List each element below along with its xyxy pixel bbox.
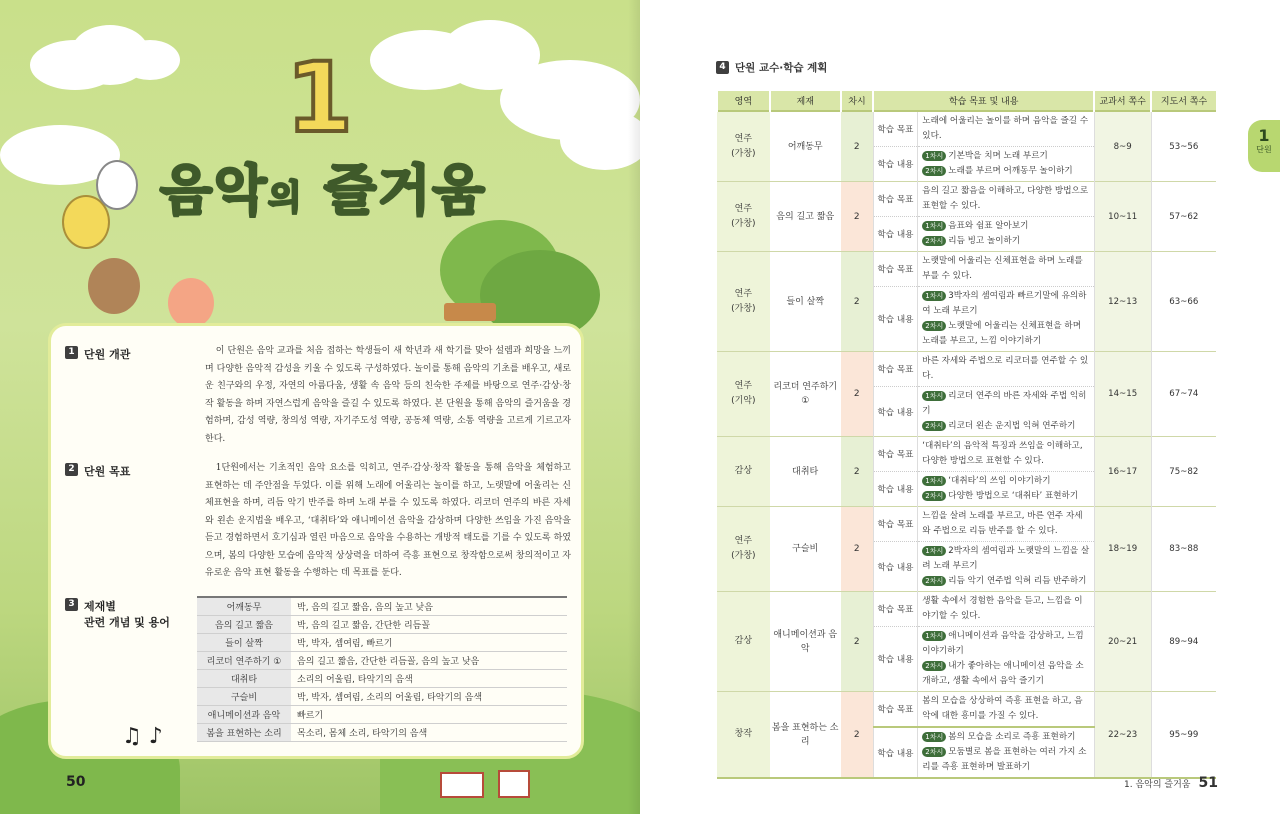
content-text: ‘대취타’의 쓰임 이야기하기 xyxy=(948,476,1051,486)
area-text: 연주 xyxy=(734,288,753,299)
content-label: 학습 내용 xyxy=(873,217,918,252)
goal-text: 느낌을 살려 노래를 부르고, 바른 연주 자세와 주법으로 리듬 반주를 할 수 있다. xyxy=(918,507,1094,542)
lesson-plan-table xyxy=(716,91,1216,779)
goal-label: 학습 목표 xyxy=(873,252,918,287)
column-header: 학습 목표 및 내용 xyxy=(873,91,1094,111)
chapter-number: 1 xyxy=(286,42,353,154)
guide-pages: 53~56 xyxy=(1151,111,1216,182)
cloud-decoration xyxy=(120,40,180,80)
term-topic: 리코더 연주하기 ① xyxy=(197,651,291,669)
goal-label: 학습 목표 xyxy=(873,507,918,542)
content-line xyxy=(922,745,1089,775)
section-number: 3 xyxy=(65,598,78,611)
guide-pages: 89~94 xyxy=(1151,592,1216,692)
chapter-title-part: 즐거움 xyxy=(324,159,487,222)
table-row xyxy=(717,437,1216,472)
page-number: 50 xyxy=(66,774,86,790)
table-row xyxy=(197,597,567,615)
content-text: 음표와 쉼표 알아보기 xyxy=(948,221,1029,231)
term-topic: 음의 길고 짧음 xyxy=(197,615,291,633)
topic-cell: 대취타 xyxy=(770,437,841,507)
guide-pages: 63~66 xyxy=(1151,252,1216,352)
lesson-badge: 2차시 xyxy=(922,236,946,246)
section-number: 2 xyxy=(65,463,78,476)
term-topic: 구슬비 xyxy=(197,687,291,705)
term-desc: 박, 음의 길고 짧음, 간단한 리듬꼴 xyxy=(291,615,567,633)
count-cell: 2 xyxy=(841,182,873,252)
section-title xyxy=(84,598,170,630)
term-desc: 음의 길고 짧음, 간단한 리듬꼴, 음의 높고 낮음 xyxy=(291,651,567,669)
lesson-badge: 1차시 xyxy=(922,151,946,161)
goal-label: 학습 목표 xyxy=(873,352,918,387)
area-text: 감상 xyxy=(734,466,753,476)
table-row xyxy=(197,723,567,741)
table-row xyxy=(197,633,567,651)
term-desc: 박, 박자, 셈여림, 소리의 어울림, 타악기의 음색 xyxy=(291,687,567,705)
content-text: 애니메이션과 음악을 감상하고, 느낌 이야기하기 xyxy=(922,631,1084,656)
lesson-badge: 1차시 xyxy=(922,476,946,486)
area-cell xyxy=(717,692,770,779)
content-line xyxy=(922,389,1089,419)
lesson-badge: 2차시 xyxy=(922,747,946,757)
area-cell xyxy=(717,437,770,507)
column-header: 제재 xyxy=(770,91,841,111)
content-line xyxy=(922,149,1089,164)
term-desc: 목소리, 몸체 소리, 타악기의 음색 xyxy=(291,723,567,741)
topic-cell: 구슬비 xyxy=(770,507,841,592)
content-label: 학습 내용 xyxy=(873,472,918,507)
textbook-pages: 8~9 xyxy=(1094,111,1151,182)
content-line xyxy=(922,489,1089,504)
bench-icon xyxy=(444,303,496,321)
section-label xyxy=(65,463,130,479)
table-row xyxy=(197,615,567,633)
content-line xyxy=(922,234,1089,249)
textbook-pages: 16~17 xyxy=(1094,437,1151,507)
content-line xyxy=(922,730,1089,745)
table-row xyxy=(717,692,1216,728)
section-title: 단원 목표 xyxy=(84,465,131,478)
content-line xyxy=(922,289,1089,319)
content-label: 학습 내용 xyxy=(873,727,918,778)
plan-heading xyxy=(716,60,827,75)
content-cell xyxy=(918,147,1094,182)
content-text: 내가 좋아하는 애니메이션 음악을 소개하고, 생활 속에서 음악 즐기기 xyxy=(922,661,1084,686)
content-label: 학습 내용 xyxy=(873,627,918,692)
table-row xyxy=(197,687,567,705)
terms-table xyxy=(197,596,567,742)
chapter-tab-number: 1 xyxy=(1258,126,1270,145)
goal-text: ‘대취타’의 음악적 특징과 쓰임을 이해하고, 다양한 방법으로 표현할 수 있다. xyxy=(918,437,1094,472)
textbook-pages: 20~21 xyxy=(1094,592,1151,692)
content-label: 학습 내용 xyxy=(873,387,918,437)
textbook-pages: 12~13 xyxy=(1094,252,1151,352)
content-cell xyxy=(918,287,1094,352)
section-title-line: 관련 개념 및 용어 xyxy=(84,616,170,629)
count-cell: 2 xyxy=(841,592,873,692)
area-subtext: (가창) xyxy=(731,148,756,159)
content-line xyxy=(922,164,1089,179)
table-row xyxy=(197,669,567,687)
term-topic: 어깨동무 xyxy=(197,597,291,615)
content-line xyxy=(922,474,1089,489)
lesson-badge: 1차시 xyxy=(922,732,946,742)
guide-pages: 67~74 xyxy=(1151,352,1216,437)
content-cell xyxy=(918,217,1094,252)
column-header: 차시 xyxy=(841,91,873,111)
term-topic: 애니메이션과 음악 xyxy=(197,705,291,723)
balloon-icon xyxy=(96,160,138,210)
section-number: 4 xyxy=(716,61,729,74)
area-text: 연주 xyxy=(734,536,753,546)
section-body: 이 단원은 음악 교과를 처음 접하는 학생들이 새 학년과 새 학기를 맞아 설렘과 희망을 느끼며 다양한 음악적 감성을 키울 수 있도록 구성하였다. 놀이를 통해 음악의 기초를 배우고, 새로운 친구와의 우정, 자연의 아름다움, 생활 속 음악 등의 친숙한 주제를 바탕으로 연주·감상·창작 활동을 하며 자연스럽게 음악을 즐길 수 있도록 하였다. 본 단원을 통해 음악의 즐거움을 경험하며, 감성 역량, 창의성 역량, 자기주도성 역량, 공동체 역량, 소통 역량을 고르게 기르고자 한다. xyxy=(205,346,571,444)
content-line xyxy=(922,574,1089,589)
content-text: 2박자의 셈여림과 노랫말의 느낌을 살려 노래 부르기 xyxy=(922,546,1090,571)
table-row xyxy=(717,507,1216,542)
lesson-plan-body xyxy=(717,111,1216,778)
column-header: 지도서 쪽수 xyxy=(1151,91,1216,111)
guide-pages: 57~62 xyxy=(1151,182,1216,252)
term-desc: 박, 음의 길고 짧음, 음의 높고 낮음 xyxy=(291,597,567,615)
area-subtext: (가창) xyxy=(731,303,756,314)
content-text: 다양한 방법으로 ‘대취타’ 표현하기 xyxy=(948,491,1079,501)
lesson-badge: 1차시 xyxy=(922,631,946,641)
goal-label: 학습 목표 xyxy=(873,592,918,627)
table-row xyxy=(197,651,567,669)
count-cell: 2 xyxy=(841,252,873,352)
table-header-row xyxy=(717,91,1216,111)
music-note-icon: ♫ ♪ xyxy=(122,724,163,749)
area-subtext: (기악) xyxy=(731,396,756,406)
area-text: 창작 xyxy=(734,729,753,739)
chapter-title-part: 음악 xyxy=(160,159,269,222)
table-row xyxy=(717,111,1216,147)
section-label xyxy=(65,346,130,362)
area-cell xyxy=(717,592,770,692)
house-icon xyxy=(440,772,484,798)
content-line xyxy=(922,219,1089,234)
topic-cell: 들이 살짝 xyxy=(770,252,841,352)
guide-pages: 83~88 xyxy=(1151,507,1216,592)
term-topic: 대취타 xyxy=(197,669,291,687)
content-text: 봄의 모습을 소리로 즉흥 표현하기 xyxy=(948,732,1076,742)
area-text: 감상 xyxy=(734,636,753,646)
content-cell xyxy=(918,387,1094,437)
content-line xyxy=(922,544,1089,574)
area-cell xyxy=(717,252,770,352)
section-label xyxy=(65,598,170,630)
content-line xyxy=(922,659,1089,689)
content-panel xyxy=(48,323,584,759)
goal-label: 학습 목표 xyxy=(873,692,918,728)
guide-pages: 75~82 xyxy=(1151,437,1216,507)
goal-text: 생활 속에서 경험한 음악을 듣고, 느낌을 이야기할 수 있다. xyxy=(918,592,1094,627)
content-cell xyxy=(918,727,1094,778)
lesson-badge: 2차시 xyxy=(922,321,946,331)
content-cell xyxy=(918,627,1094,692)
lesson-badge: 1차시 xyxy=(922,221,946,231)
lesson-badge: 1차시 xyxy=(922,291,946,301)
lesson-badge: 2차시 xyxy=(922,576,946,586)
count-cell: 2 xyxy=(841,507,873,592)
area-cell xyxy=(717,111,770,182)
section-body: 1단원에서는 기초적인 음악 요소를 익히고, 연주·감상·창작 활동을 통해 음악을 체험하고 표현하는 데 주안점을 두었다. 이를 위해 노래에 어울리는 놀이를 하고, 노랫말에 어울리는 신체표현을 하며, 리듬 악기 반주를 하며 노래 부를 수 있도록 하였다. 리코더 연주의 바른 자세와 왼손 운지법을 배우고, ‘대취타’와 애니메이션 음악을 감상하며 다양한 쓰임을 가진 음악을 듣고 경험하면서 호기심과 열린 마음으로 음악을 수용하는 개방적 태도를 기를 수 있도록 하였으며, 봄의 다양한 모습에 음악적 상상력을 더하여 즉흥 표현으로 창작함으로써 창의적이고 자유로운 음악 표현 활동을 수행하는 데 목표를 둔다. xyxy=(205,463,571,578)
house-icon xyxy=(498,770,530,798)
area-text: 연주 xyxy=(734,381,753,391)
content-label: 학습 내용 xyxy=(873,147,918,182)
content-text: 리코더 연주의 바른 자세와 주법 익히기 xyxy=(922,391,1087,416)
area-cell xyxy=(717,352,770,437)
count-cell: 2 xyxy=(841,352,873,437)
topic-cell: 봄을 표현하는 소리 xyxy=(770,692,841,779)
goal-text: 노랫말에 어울리는 신체표현을 하며 노래를 부를 수 있다. xyxy=(918,252,1094,287)
content-text: 리코더 왼손 운지법 익혀 연주하기 xyxy=(948,421,1076,431)
content-line xyxy=(922,319,1089,349)
column-header: 영역 xyxy=(717,91,770,111)
goal-text: 노래에 어울리는 놀이를 하며 음악을 즐길 수 있다. xyxy=(918,111,1094,147)
cat-character-icon xyxy=(168,278,214,328)
table-row xyxy=(717,182,1216,217)
topic-cell: 음의 길고 짧음 xyxy=(770,182,841,252)
content-text: 리듬 빙고 놀이하기 xyxy=(948,236,1021,246)
content-label: 학습 내용 xyxy=(873,287,918,352)
chapter-title-part: 의 xyxy=(268,178,304,218)
goal-text: 봄의 모습을 상상하여 즉흥 표현을 하고, 음악에 대한 흥미를 가질 수 있다. xyxy=(918,692,1094,728)
topic-cell: 애니메이션과 음악 xyxy=(770,592,841,692)
content-cell xyxy=(918,542,1094,592)
lesson-badge: 2차시 xyxy=(922,661,946,671)
term-topic: 봄을 표현하는 소리 xyxy=(197,723,291,741)
column-header: 교과서 쪽수 xyxy=(1094,91,1151,111)
table-row xyxy=(717,252,1216,287)
area-cell xyxy=(717,507,770,592)
lesson-badge: 2차시 xyxy=(922,421,946,431)
lesson-badge: 2차시 xyxy=(922,491,946,501)
textbook-pages: 22~23 xyxy=(1094,692,1151,779)
content-text: 기본박을 치며 노래 부르기 xyxy=(948,151,1048,161)
content-text: 3박자의 셈여림과 빠르기말에 유의하여 노래 부르기 xyxy=(922,291,1087,316)
content-cell xyxy=(918,472,1094,507)
textbook-pages: 10~11 xyxy=(1094,182,1151,252)
chapter-title xyxy=(160,148,487,225)
count-cell: 2 xyxy=(841,111,873,182)
table-row xyxy=(197,705,567,723)
content-line xyxy=(922,419,1089,434)
area-text: 연주 xyxy=(734,133,753,144)
section-title-line: 제재별 xyxy=(84,600,116,613)
content-text: 리듬 악기 연주법 익혀 리듬 반주하기 xyxy=(948,576,1087,586)
page-number: 51 xyxy=(1198,775,1218,791)
count-cell: 2 xyxy=(841,437,873,507)
term-desc: 빠르기 xyxy=(291,705,567,723)
term-desc: 소리의 어울림, 타악기의 음색 xyxy=(291,669,567,687)
lesson-badge: 2차시 xyxy=(922,166,946,176)
area-text: 연주 xyxy=(734,203,753,214)
count-cell: 2 xyxy=(841,692,873,779)
chapter-tab xyxy=(1248,120,1280,172)
chapter-tab-label: 단원 xyxy=(1256,145,1272,154)
content-text: 모둠별로 봄을 표현하는 여러 가지 소리를 즉흥 표현하며 발표하기 xyxy=(922,747,1087,772)
content-text: 노랫말에 어울리는 신체표현을 하며 노래를 부르고, 느낌 이야기하기 xyxy=(922,321,1082,346)
content-text: 노래를 부르며 어깨동무 놀이하기 xyxy=(948,166,1073,176)
area-cell xyxy=(717,182,770,252)
page-footer xyxy=(1124,775,1218,791)
table-row xyxy=(717,352,1216,387)
area-subtext: (가창) xyxy=(731,551,756,561)
table-row xyxy=(717,592,1216,627)
term-desc: 박, 박자, 셈여림, 빠르기 xyxy=(291,633,567,651)
topic-cell: 리코더 연주하기 ① xyxy=(770,352,841,437)
lesson-badge: 1차시 xyxy=(922,391,946,401)
section-title: 단원 개관 xyxy=(84,348,131,361)
goal-label: 학습 목표 xyxy=(873,111,918,147)
plan-heading-text: 단원 교수·학습 계획 xyxy=(735,62,828,74)
goal-label: 학습 목표 xyxy=(873,182,918,217)
guide-pages: 95~99 xyxy=(1151,692,1216,779)
content-label: 학습 내용 xyxy=(873,542,918,592)
footer-title: 1. 음악의 즐거움 xyxy=(1124,779,1191,790)
textbook-pages: 14~15 xyxy=(1094,352,1151,437)
textbook-pages: 18~19 xyxy=(1094,507,1151,592)
goal-text: 바른 자세와 주법으로 리코더를 연주할 수 있다. xyxy=(918,352,1094,387)
bear-character-icon xyxy=(88,258,140,314)
right-page xyxy=(640,0,1280,814)
goal-text: 음의 길고 짧음을 이해하고, 다양한 방법으로 표현할 수 있다. xyxy=(918,182,1094,217)
area-subtext: (가창) xyxy=(731,218,756,229)
content-line xyxy=(922,629,1089,659)
term-topic: 들이 살짝 xyxy=(197,633,291,651)
goal-label: 학습 목표 xyxy=(873,437,918,472)
lesson-badge: 1차시 xyxy=(922,546,946,556)
section-number: 1 xyxy=(65,346,78,359)
topic-cell: 어깨동무 xyxy=(770,111,841,182)
